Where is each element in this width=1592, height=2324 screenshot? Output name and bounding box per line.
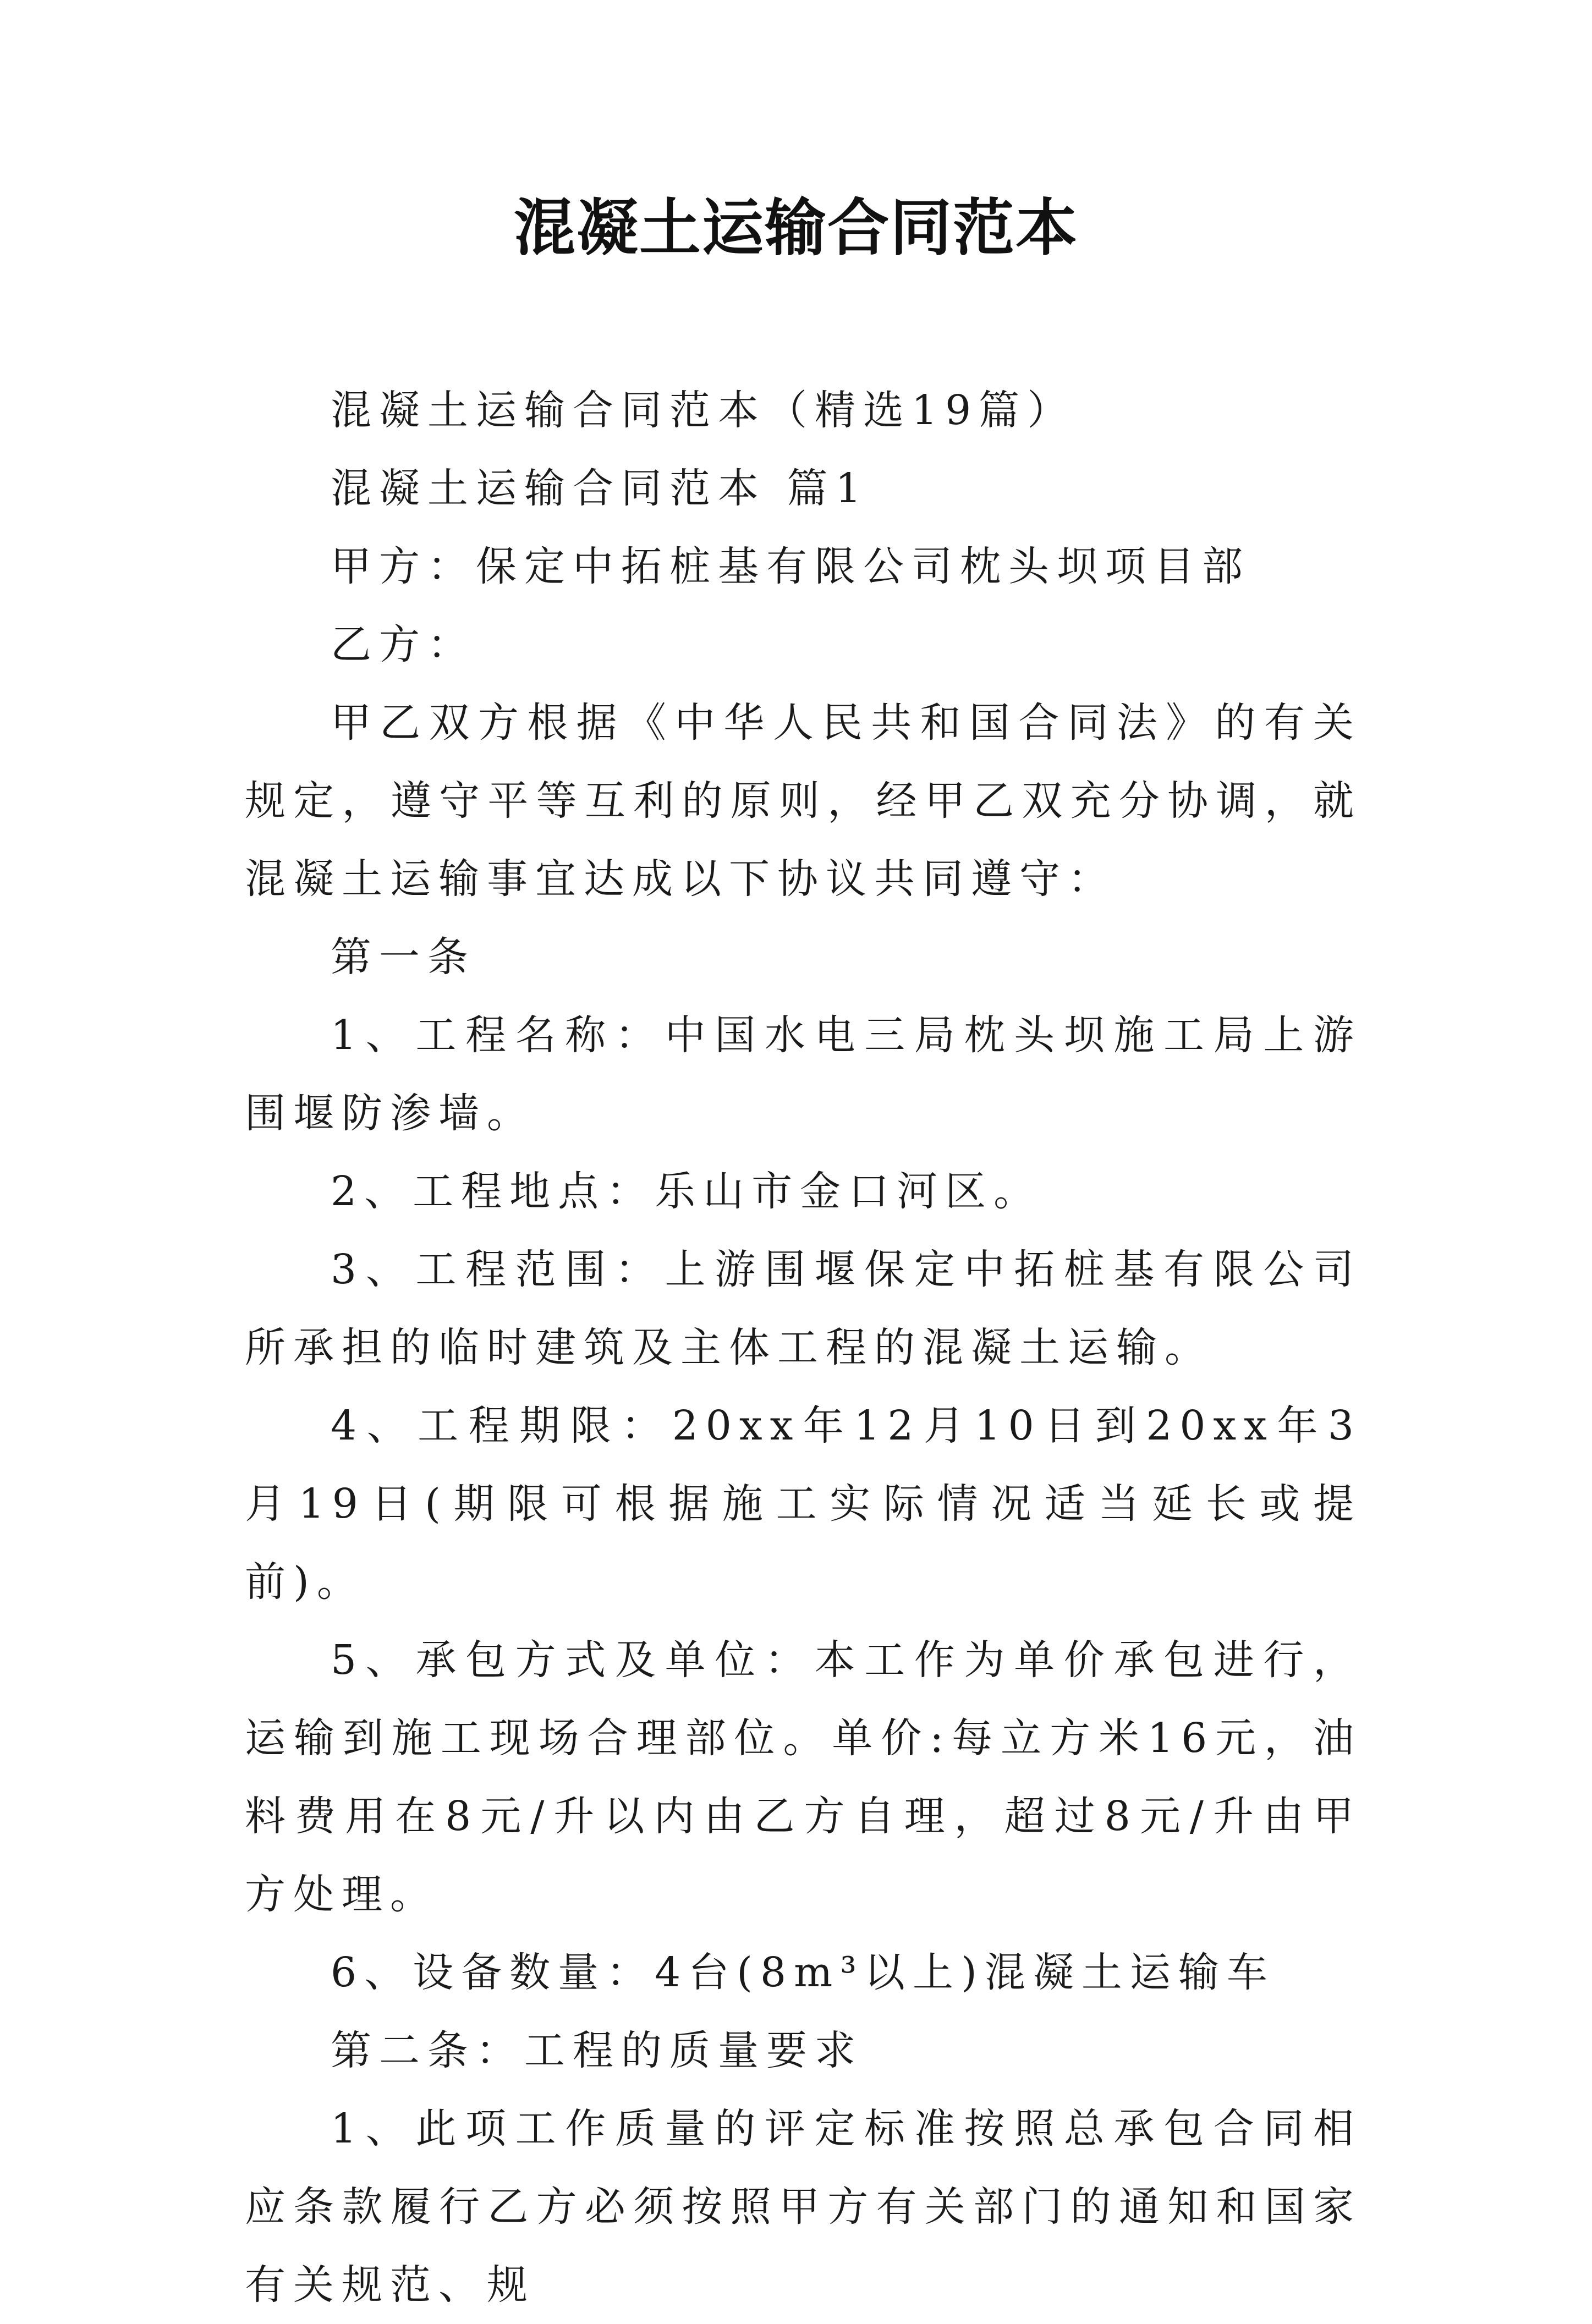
paragraph: 甲乙双方根据《中华人民共和国合同法》的有关规定，遵守平等互利的原则，经甲乙双充分协调，就混凝土运输事宜达成以下协议共同遵守： bbox=[245, 699, 1362, 903]
paragraph: 2、工程地点：乐山市金口河区。 bbox=[331, 1168, 1042, 1215]
paragraph: 3、工程范围：上游围堰保定中拓桩基有限公司所承担的临时建筑及主体工程的混凝土运输。 bbox=[245, 1246, 1362, 1371]
paragraph: 4、工程期限：20xx年12月10日到20xx年3月19日(期限可根据施工实际情况适当延长或提前)。 bbox=[245, 1402, 1362, 1606]
paragraph: 6、设备数量：4台(8m³以上)混凝土运输车 bbox=[331, 1949, 1275, 1996]
paragraph: 第二条：工程的质量要求 bbox=[331, 2027, 863, 2074]
paragraph: 第一条 bbox=[331, 933, 476, 981]
paragraph: 混凝土运输合同范本（精选19篇） bbox=[331, 387, 1076, 434]
paragraph: 混凝土运输合同范本 篇1 bbox=[331, 465, 869, 512]
document-body bbox=[245, 371, 1362, 2324]
paragraph: 5、承包方式及单位：本工作为单价承包进行，运输到施工现场合理部位。单价:每立方米16元，油料费用在8元/升以内由乙方自理，超过8元/升由甲方处理。 bbox=[245, 1636, 1362, 1918]
paragraph: 乙方： bbox=[331, 621, 476, 668]
paragraph: 1、此项工作质量的评定标准按照总承包合同相应条款履行乙方必须按照甲方有关部门的通知和国家有关规范、规 bbox=[245, 2105, 1362, 2309]
paragraph: 甲方：保定中拓桩基有限公司枕头坝项目部 bbox=[331, 543, 1250, 590]
paragraph: 1、工程名称：中国水电三局枕头坝施工局上游围堰防渗墙。 bbox=[245, 1012, 1362, 1137]
document-title: 混凝土运输合同范本 bbox=[514, 192, 1078, 264]
